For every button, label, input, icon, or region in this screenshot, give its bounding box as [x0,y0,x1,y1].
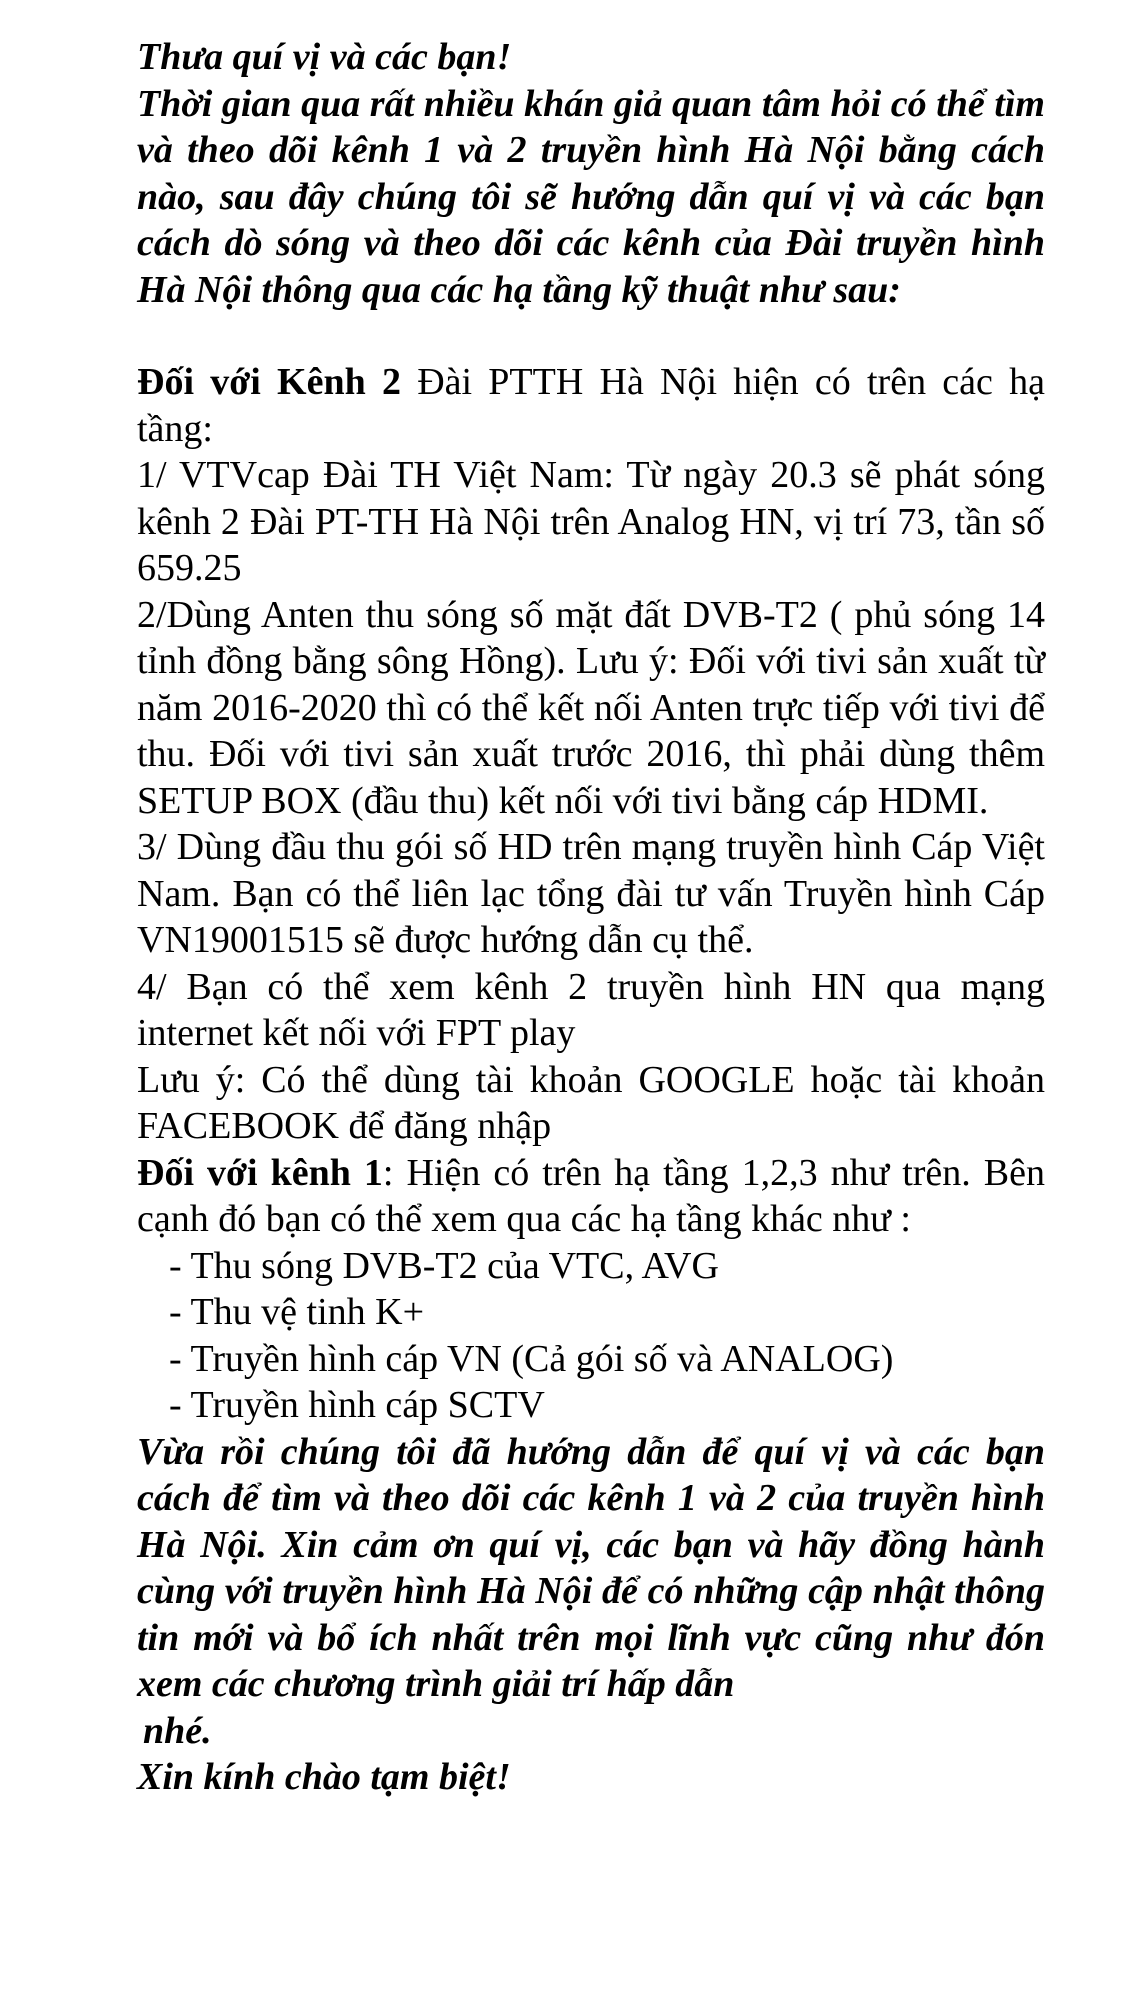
channel2-note: Lưu ý: Có thể dùng tài khoản GOOGLE hoặc tài khoản FACEBOOK để đăng nhập [137,1058,1045,1147]
channel2-heading: Đối với Kênh 2 [137,361,401,403]
channel1-heading: Đối với kênh 1 [137,1151,383,1194]
channel1-intro [137,1150,1045,1243]
list-item: - Truyền hình cáp VN (Cả gói số và ANALOG) [169,1337,894,1380]
intro-section [137,34,1045,313]
list-item: - Thu sóng DVB-T2 của VTC, AVG [169,1244,719,1287]
channel2-item: 2/Dùng Anten thu sóng số mặt đất DVB-T2 ( phủ sóng 14 tỉnh đồng bằng sông Hồng). Lưu ý: Đối với tivi sản xuất từ năm 2016-2020 thì có thể kết nối Anten trực tiếp với tivi để thu. Đối với tivi sản xuất trước 2016, thì phải dùng thêm SETUP BOX (đầu thu) kết nối với tivi bằng cáp HDMI. [137,593,1045,822]
spacer [137,313,1045,359]
outro-section [137,1429,1045,1801]
channel2-item: 4/ Bạn có thể xem kênh 2 truyền hình HN qua mạng internet kết nối với FPT play [137,965,1045,1054]
list-item: - Truyền hình cáp SCTV [169,1384,545,1426]
farewell: Xin kính chào tạm biệt! [137,1756,511,1798]
list-item: - Thu vệ tinh K+ [169,1291,425,1333]
intro-text: Thời gian qua rất nhiều khán giả quan tâm hỏi có thể tìm và theo dõi kênh 1 và 2 truyền hình Hà Nội bằng cách nào, sau đây chúng tôi sẽ hướng dẫn quí vị và các bạn cách dò sóng và theo dõi các kênh của Đài truyền hình Hà Nội thông qua các hạ tầng kỹ thuật như sau: [137,82,1045,311]
channel2-item: 3/ Dùng đầu thu gói số HD trên mạng truyền hình Cáp Việt Nam. Bạn có thể liên lạc tổng đài tư vấn Truyền hình Cáp VN19001515 sẽ được hướng dẫn cụ thể. [137,826,1045,961]
channel2-item: 1/ VTVcap Đài TH Việt Nam: Từ ngày 20.3 sẽ phát sóng kênh 2 Đài PT-TH Hà Nội trên Analog HN, vị trí 73, tần số 659.25 [137,454,1045,589]
channel1-heading-rest: : Hiện có trên hạ tầng 1,2,3 như trên. Bên cạnh đó bạn có thể xem qua các hạ tầng khác như : [137,1151,1045,1240]
channel2-heading-rest: Đài PTTH Hà Nội hiện có trên các hạ tầng: [137,361,1045,450]
channel1-section [137,1150,1045,1429]
channel2-section [137,359,1045,1150]
outro-last-word: nhé. [143,1709,212,1752]
outro-text: Vừa rồi chúng tôi đã hướng dẫn để quí vị và các bạn cách để tìm và theo dõi các kênh 1 và 2 của truyền hình Hà Nội. Xin cảm ơn quí vị, các bạn và hãy đồng hành cùng với truyền hình Hà Nội để có những cập nhật thông tin mới và bổ ích nhất trên mọi lĩnh vực cũng như đón xem các chương trình giải trí hấp dẫn [137,1430,1045,1705]
channel1-list [137,1243,1045,1429]
greeting: Thưa quí vị và các bạn! [137,36,512,78]
channel2-intro [137,359,1045,452]
